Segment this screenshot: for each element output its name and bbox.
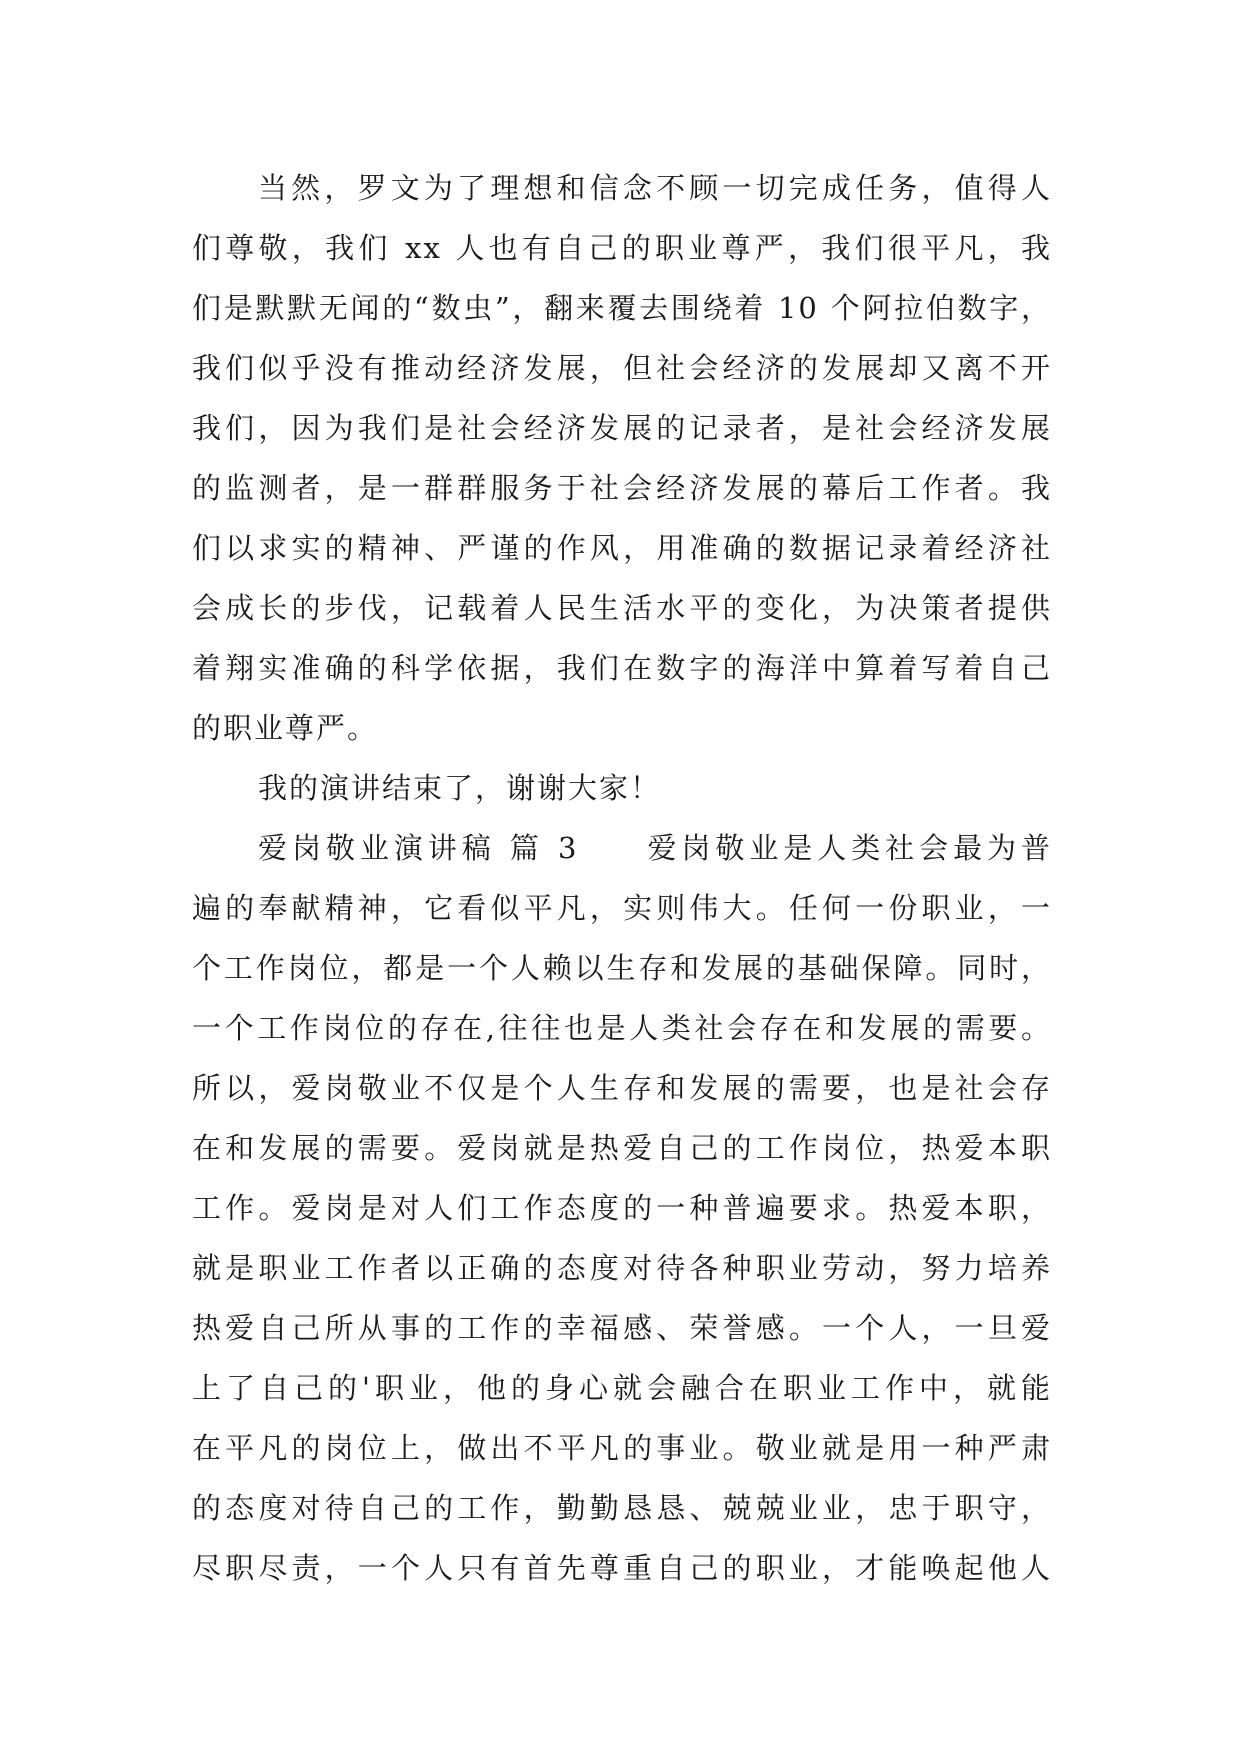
text-line: 在平凡的岗位上，做出不平凡的事业。敬业就是用一种严肃 [192, 1431, 1052, 1465]
text-line: 们尊敬，我们 xx 人也有自己的职业尊严，我们很平凡，我 [192, 231, 1052, 265]
text-line: 的监测者，是一群群服务于社会经济发展的幕后工作者。我 [192, 471, 1052, 505]
text-line: 着翔实准确的科学依据，我们在数字的海洋中算着写着自己 [192, 651, 1052, 685]
text-line: 的态度对待自己的工作，勤勤恳恳、兢兢业业，忠于职守， [192, 1491, 1052, 1525]
text-line: 们以求实的精神、严谨的作风，用准确的数据记录着经济社 [192, 531, 1052, 565]
text-line: 们是默默无闻的“数虫”，翻来覆去围绕着 10 个阿拉伯数字， [192, 291, 1052, 325]
text-line: 会成长的步伐，记载着人民生活水平的变化，为决策者提供 [192, 591, 1052, 625]
text-line: 的职业尊严。 [192, 711, 379, 745]
text-line: 在和发展的需要。爱岗就是热爱自己的工作岗位，热爱本职 [192, 1131, 1052, 1165]
text-line: 热爱自己所从事的工作的幸福感、荣誉感。一个人，一旦爱 [192, 1311, 1052, 1345]
text-line: 就是职业工作者以正确的态度对待各种职业劳动，努力培养 [192, 1251, 1052, 1285]
section-heading: 爱岗敬业演讲稿 篇 3 [258, 831, 579, 865]
document-body [192, 158, 1052, 1598]
section-heading-line [192, 818, 1052, 878]
text-line: 当然，罗文为了理想和信念不顾一切完成任务，值得人 [258, 171, 1052, 205]
text-line: 我们，因为我们是社会经济发展的记录者，是社会经济发展 [192, 411, 1052, 445]
closing-line: 我的演讲结束了，谢谢大家！ [258, 771, 662, 805]
text-line: 我们似乎没有推动经济发展，但社会经济的发展却又离不开 [192, 351, 1052, 385]
text-line-start: 爱岗敬业是人类社会最为普 [644, 831, 1052, 865]
text-line: 个工作岗位，都是一个人赖以生存和发展的基础保障。同时， [192, 951, 1052, 985]
text-line: 尽职尽责，一个人只有首先尊重自己的职业，才能唤起他人 [192, 1551, 1052, 1585]
text-line: 上了自己的'职业，他的身心就会融合在职业工作中，就能 [192, 1371, 1052, 1405]
text-line: 工作。爱岗是对人们工作态度的一种普遍要求。热爱本职， [192, 1191, 1052, 1225]
text-line: 所以，爱岗敬业不仅是个人生存和发展的需要，也是社会存 [192, 1071, 1052, 1105]
text-line: 一个工作岗位的存在,往往也是人类社会存在和发展的需要。 [192, 1011, 1052, 1045]
text-line: 遍的奉献精神，它看似平凡，实则伟大。任何一份职业，一 [192, 891, 1052, 925]
